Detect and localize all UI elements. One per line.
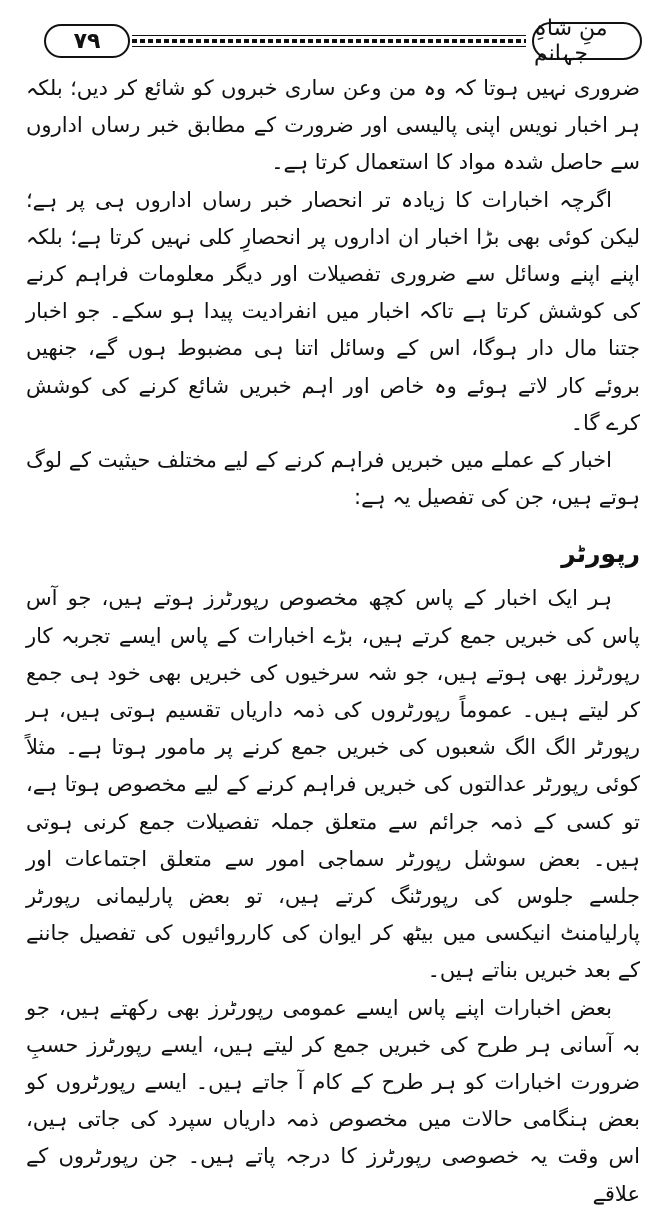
header-ornamental-rule xyxy=(132,35,526,47)
page-body xyxy=(26,70,640,1213)
page-number: ۷۹ xyxy=(44,24,130,58)
page-header xyxy=(20,14,646,66)
book-title: منِ شاہِ جہانم xyxy=(532,22,642,60)
paragraph: اگرچہ اخبارات کا زیادہ تر انحصار خبر رساں اداروں ہی پر ہے؛ لیکن کوئی بھی بڑا اخبار ان اداروں پر انحصارِ کلی نہیں کرتا ہے؛ بلکہ اپنے اپنے وسائل سے ضروری تفصیلات اور دیگر معلومات فراہم کرنے کی کوشش کرتا ہے تاکہ اخبار میں انفرادیت پیدا ہو سکے۔ جو اخبار جتنا مال دار ہوگا، اس کے وسائل اتنا ہی مضبوط ہوں گے، جنھیں بروئے کار لاتے ہوئے وہ خاص اور اہم خبریں شائع کرنے کی کوشش کرے گا۔ xyxy=(26,187,640,435)
paragraph: ہر ایک اخبار کے پاس کچھ مخصوص رپورٹرز ہوتے ہیں، جو آس پاس کی خبریں جمع کرتے ہیں، بڑے اخبارات کے پاس ایسے تجربہ کار رپورٹرز بھی ہوتے ہیں، جو شہ سرخیوں کی خبریں بھی خود ہی جمع کر لیتے ہیں۔ عموماً رپورٹروں کی ذمہ داریاں تقسیم ہوتی ہیں، ہر رپورٹر الگ الگ شعبوں کی خبریں جمع کرنے پر مامور ہوتا ہے۔ مثلاً کوئی رپورٹر عدالتوں کی خبریں فراہم کرنے کے لیے مخصوص ہوتا ہے، تو کسی کے ذمہ جرائم سے متعلق جملہ تفصیلات جمع کرنی ہوتی ہیں۔ بعض سوشل رپورٹر سماجی امور سے متعلق اجتماعات اور جلسے جلوس کی رپورٹنگ کرتے ہیں، تو بعض پارلیمانی رپورٹر پارلیامنٹ انیکسی میں بیٹھ کر ایوان کی کارروائیوں کی تفصیل جاننے کے بعد خبریں بناتے ہیں۔ xyxy=(26,586,640,983)
paragraph: ضروری نہیں ہوتا کہ وہ من وعن ساری خبروں کو شائع کر دیں؛ بلکہ ہر اخبار نویس اپنی پالیسی اور ضرورت کے مطابق خبر رساں اداروں سے حاصل شدہ مواد کا استعمال کرتا ہے۔ xyxy=(26,76,640,175)
section-heading: رپورٹر xyxy=(561,539,640,569)
paragraph: اخبار کے عملے میں خبریں فراہم کرنے کے لیے مختلف حیثیت کے لوگ ہوتے ہیں، جن کی تفصیل یہ ہے: xyxy=(26,448,640,510)
paragraph: بعض اخبارات اپنے پاس ایسے عمومی رپورٹرز بھی رکھتے ہیں، جو بہ آسانی ہر طرح کی خبریں جمع کر لیتے ہیں، ایسے رپورٹرز حسبِ ضرورت اخبارات کو ہر طرح کے کام آ جاتے ہیں۔ ایسے رپورٹروں کو بعض ہنگامی حالات میں مخصوص ذمہ داریاں سپرد کی جاتی ہیں، اس وقت یہ خصوصی رپورٹرز کا درجہ پاتے ہیں۔ جن رپورٹروں کے علاقے xyxy=(26,995,640,1206)
